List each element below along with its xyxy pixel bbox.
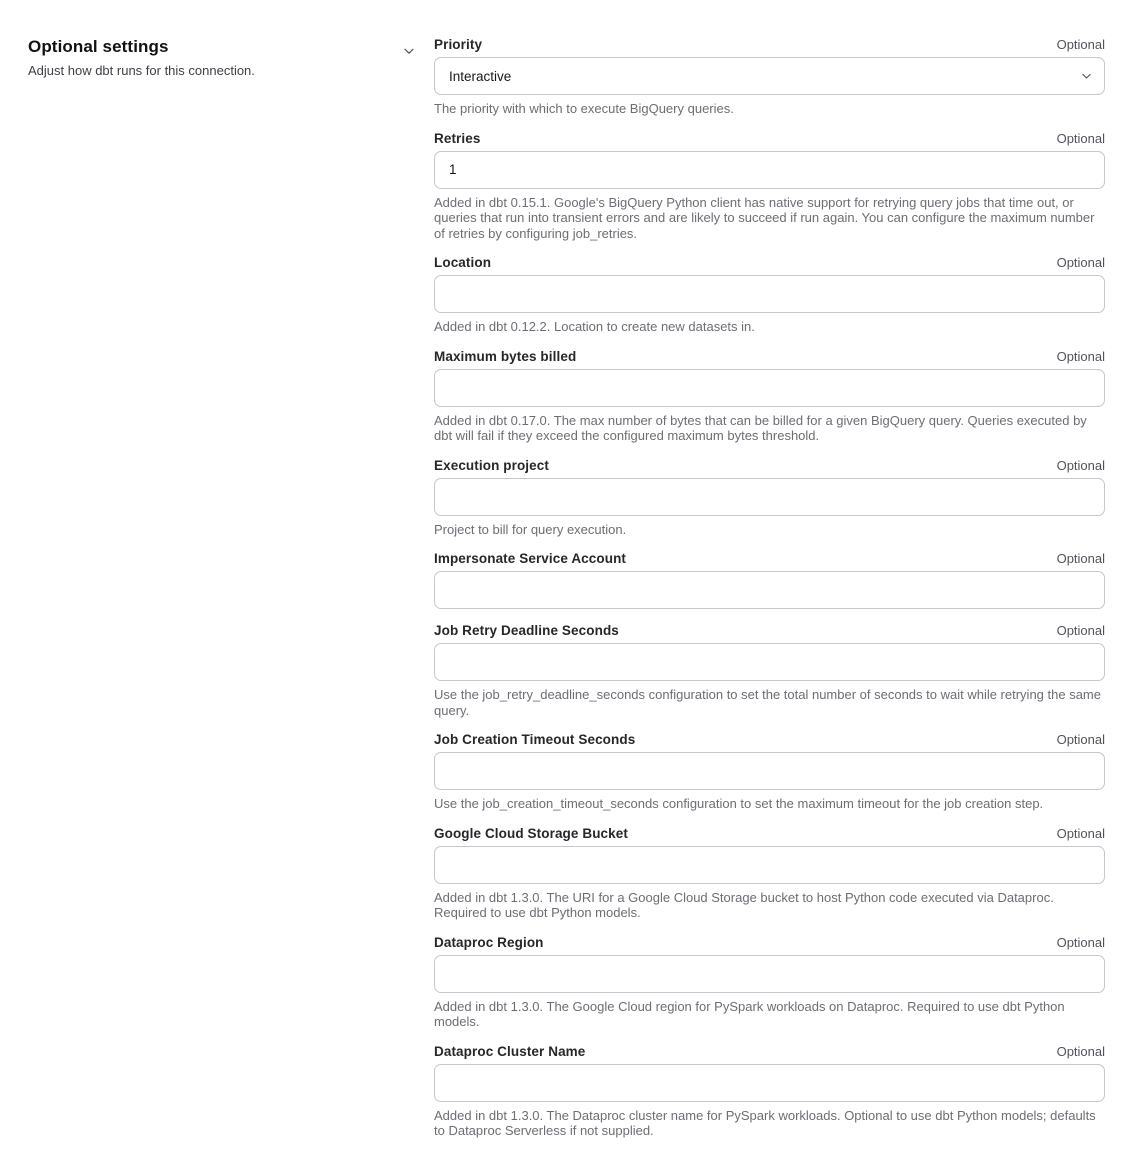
maximum-bytes-billed-input[interactable] bbox=[434, 369, 1105, 407]
job-creation-timeout-seconds-input[interactable] bbox=[434, 752, 1105, 790]
job-retry-deadline-seconds-helper-text: Use the job_retry_deadline_seconds configuration to set the total number of seconds to wait while retrying the same query. bbox=[434, 687, 1101, 718]
field-control bbox=[434, 151, 1105, 189]
optional-badge: Optional bbox=[1056, 457, 1105, 473]
optional-badge: Optional bbox=[1056, 37, 1105, 52]
optional-badge: Optional bbox=[1056, 348, 1105, 364]
field-label: Retries bbox=[434, 130, 481, 146]
field-header bbox=[434, 254, 1105, 271]
field-header bbox=[434, 550, 1105, 567]
optional-badge: Optional bbox=[1056, 130, 1105, 146]
location-helper-text: Added in dbt 0.12.2. Location to create new datasets in. bbox=[434, 319, 755, 334]
field-control bbox=[434, 57, 1105, 95]
field-job-creation-timeout-seconds bbox=[434, 731, 1105, 812]
field-control bbox=[434, 1064, 1105, 1102]
google-cloud-storage-bucket-input[interactable] bbox=[434, 846, 1105, 884]
field-control bbox=[434, 846, 1105, 884]
field-label: Execution project bbox=[434, 457, 549, 473]
dataproc-region-input[interactable] bbox=[434, 955, 1105, 993]
dataproc-cluster-name-input[interactable] bbox=[434, 1064, 1105, 1102]
optional-badge: Optional bbox=[1056, 255, 1105, 270]
optional-badge: Optional bbox=[1056, 825, 1105, 841]
optional-badge: Optional bbox=[1056, 623, 1105, 638]
job-retry-deadline-seconds-input[interactable] bbox=[434, 643, 1105, 681]
field-job-retry-deadline-seconds bbox=[434, 622, 1105, 718]
field-label: Dataproc Cluster Name bbox=[434, 1043, 586, 1059]
field-header bbox=[434, 1043, 1105, 1060]
optional-badge: Optional bbox=[1056, 732, 1105, 747]
optional-badge: Optional bbox=[1056, 1043, 1105, 1059]
location-input[interactable] bbox=[434, 275, 1105, 313]
field-maximum-bytes-billed bbox=[434, 348, 1105, 444]
google-cloud-storage-bucket-helper-text: Added in dbt 1.3.0. The URI for a Google Cloud Storage bucket to host Python code executed via Dataproc. Required to use dbt Python models. bbox=[434, 889, 1054, 920]
field-execution-project bbox=[434, 457, 1105, 538]
field-label: Priority bbox=[434, 37, 483, 52]
field-label: Maximum bytes billed bbox=[434, 348, 577, 364]
field-control bbox=[434, 369, 1105, 407]
section-title: Optional settings bbox=[28, 37, 169, 56]
field-google-cloud-storage-bucket bbox=[434, 825, 1105, 921]
field-label: Impersonate Service Account bbox=[434, 551, 627, 566]
field-header bbox=[434, 348, 1105, 365]
field-header bbox=[434, 934, 1105, 951]
priority-helper-text: The priority with which to execute BigQuery queries. bbox=[434, 101, 734, 116]
priority-select[interactable] bbox=[434, 57, 1105, 95]
field-control bbox=[434, 643, 1105, 681]
field-location bbox=[434, 254, 1105, 335]
field-retries bbox=[434, 130, 1105, 242]
execution-project-input[interactable] bbox=[434, 478, 1105, 516]
section-summary bbox=[28, 36, 434, 1152]
field-header bbox=[434, 36, 1105, 53]
field-header bbox=[434, 731, 1105, 748]
optional-badge: Optional bbox=[1056, 551, 1105, 566]
field-label: Location bbox=[434, 255, 492, 270]
dataproc-region-helper-text: Added in dbt 1.3.0. The Google Cloud region for PySpark workloads on Dataproc. Required to use dbt Python models. bbox=[434, 998, 1065, 1029]
field-label: Google Cloud Storage Bucket bbox=[434, 825, 628, 841]
field-label: Job Creation Timeout Seconds bbox=[434, 732, 636, 747]
field-impersonate-service-account bbox=[434, 550, 1105, 609]
field-control bbox=[434, 571, 1105, 609]
retries-input[interactable] bbox=[434, 151, 1105, 189]
field-priority bbox=[434, 36, 1105, 117]
field-control bbox=[434, 955, 1105, 993]
execution-project-helper-text: Project to bill for query execution. bbox=[434, 521, 627, 537]
field-control bbox=[434, 752, 1105, 790]
field-header bbox=[434, 130, 1105, 147]
field-label: Job Retry Deadline Seconds bbox=[434, 623, 619, 638]
field-header bbox=[434, 622, 1105, 639]
section-summary-text bbox=[28, 36, 255, 79]
field-header bbox=[434, 825, 1105, 842]
impersonate-service-account-input[interactable] bbox=[434, 571, 1105, 609]
chevron-down-icon bbox=[402, 44, 416, 58]
field-dataproc-cluster-name bbox=[434, 1043, 1105, 1139]
field-dataproc-region bbox=[434, 934, 1105, 1030]
fields-list bbox=[434, 36, 1105, 1152]
dataproc-cluster-name-helper-text: Added in dbt 1.3.0. The Dataproc cluster name for PySpark workloads. Optional to use dbt Python models; defaults to Dataproc Serverless if not supplied. bbox=[434, 1107, 1096, 1138]
job-creation-timeout-seconds-helper-text: Use the job_creation_timeout_seconds configuration to set the maximum timeout for the job creation step. bbox=[434, 796, 1044, 811]
section-subtitle: Adjust how dbt runs for this connection. bbox=[28, 63, 255, 78]
section-collapse-button[interactable] bbox=[400, 42, 418, 60]
field-label: Dataproc Region bbox=[434, 934, 544, 950]
field-control bbox=[434, 275, 1105, 313]
field-control bbox=[434, 478, 1105, 516]
optional-badge: Optional bbox=[1056, 934, 1105, 950]
maximum-bytes-billed-helper-text: Added in dbt 0.17.0. The max number of bytes that can be billed for a given BigQuery query. Queries executed by dbt will fail if they exceed the configured maximum bytes threshold. bbox=[434, 412, 1087, 443]
retries-helper-text: Added in dbt 0.15.1. Google's BigQuery Python client has native support for retrying query jobs that time out, or queries that run into transient errors and are likely to succeed if run again. You can configure the maximum number of retries by configuring job_retries. bbox=[434, 194, 1095, 241]
field-header bbox=[434, 457, 1105, 474]
